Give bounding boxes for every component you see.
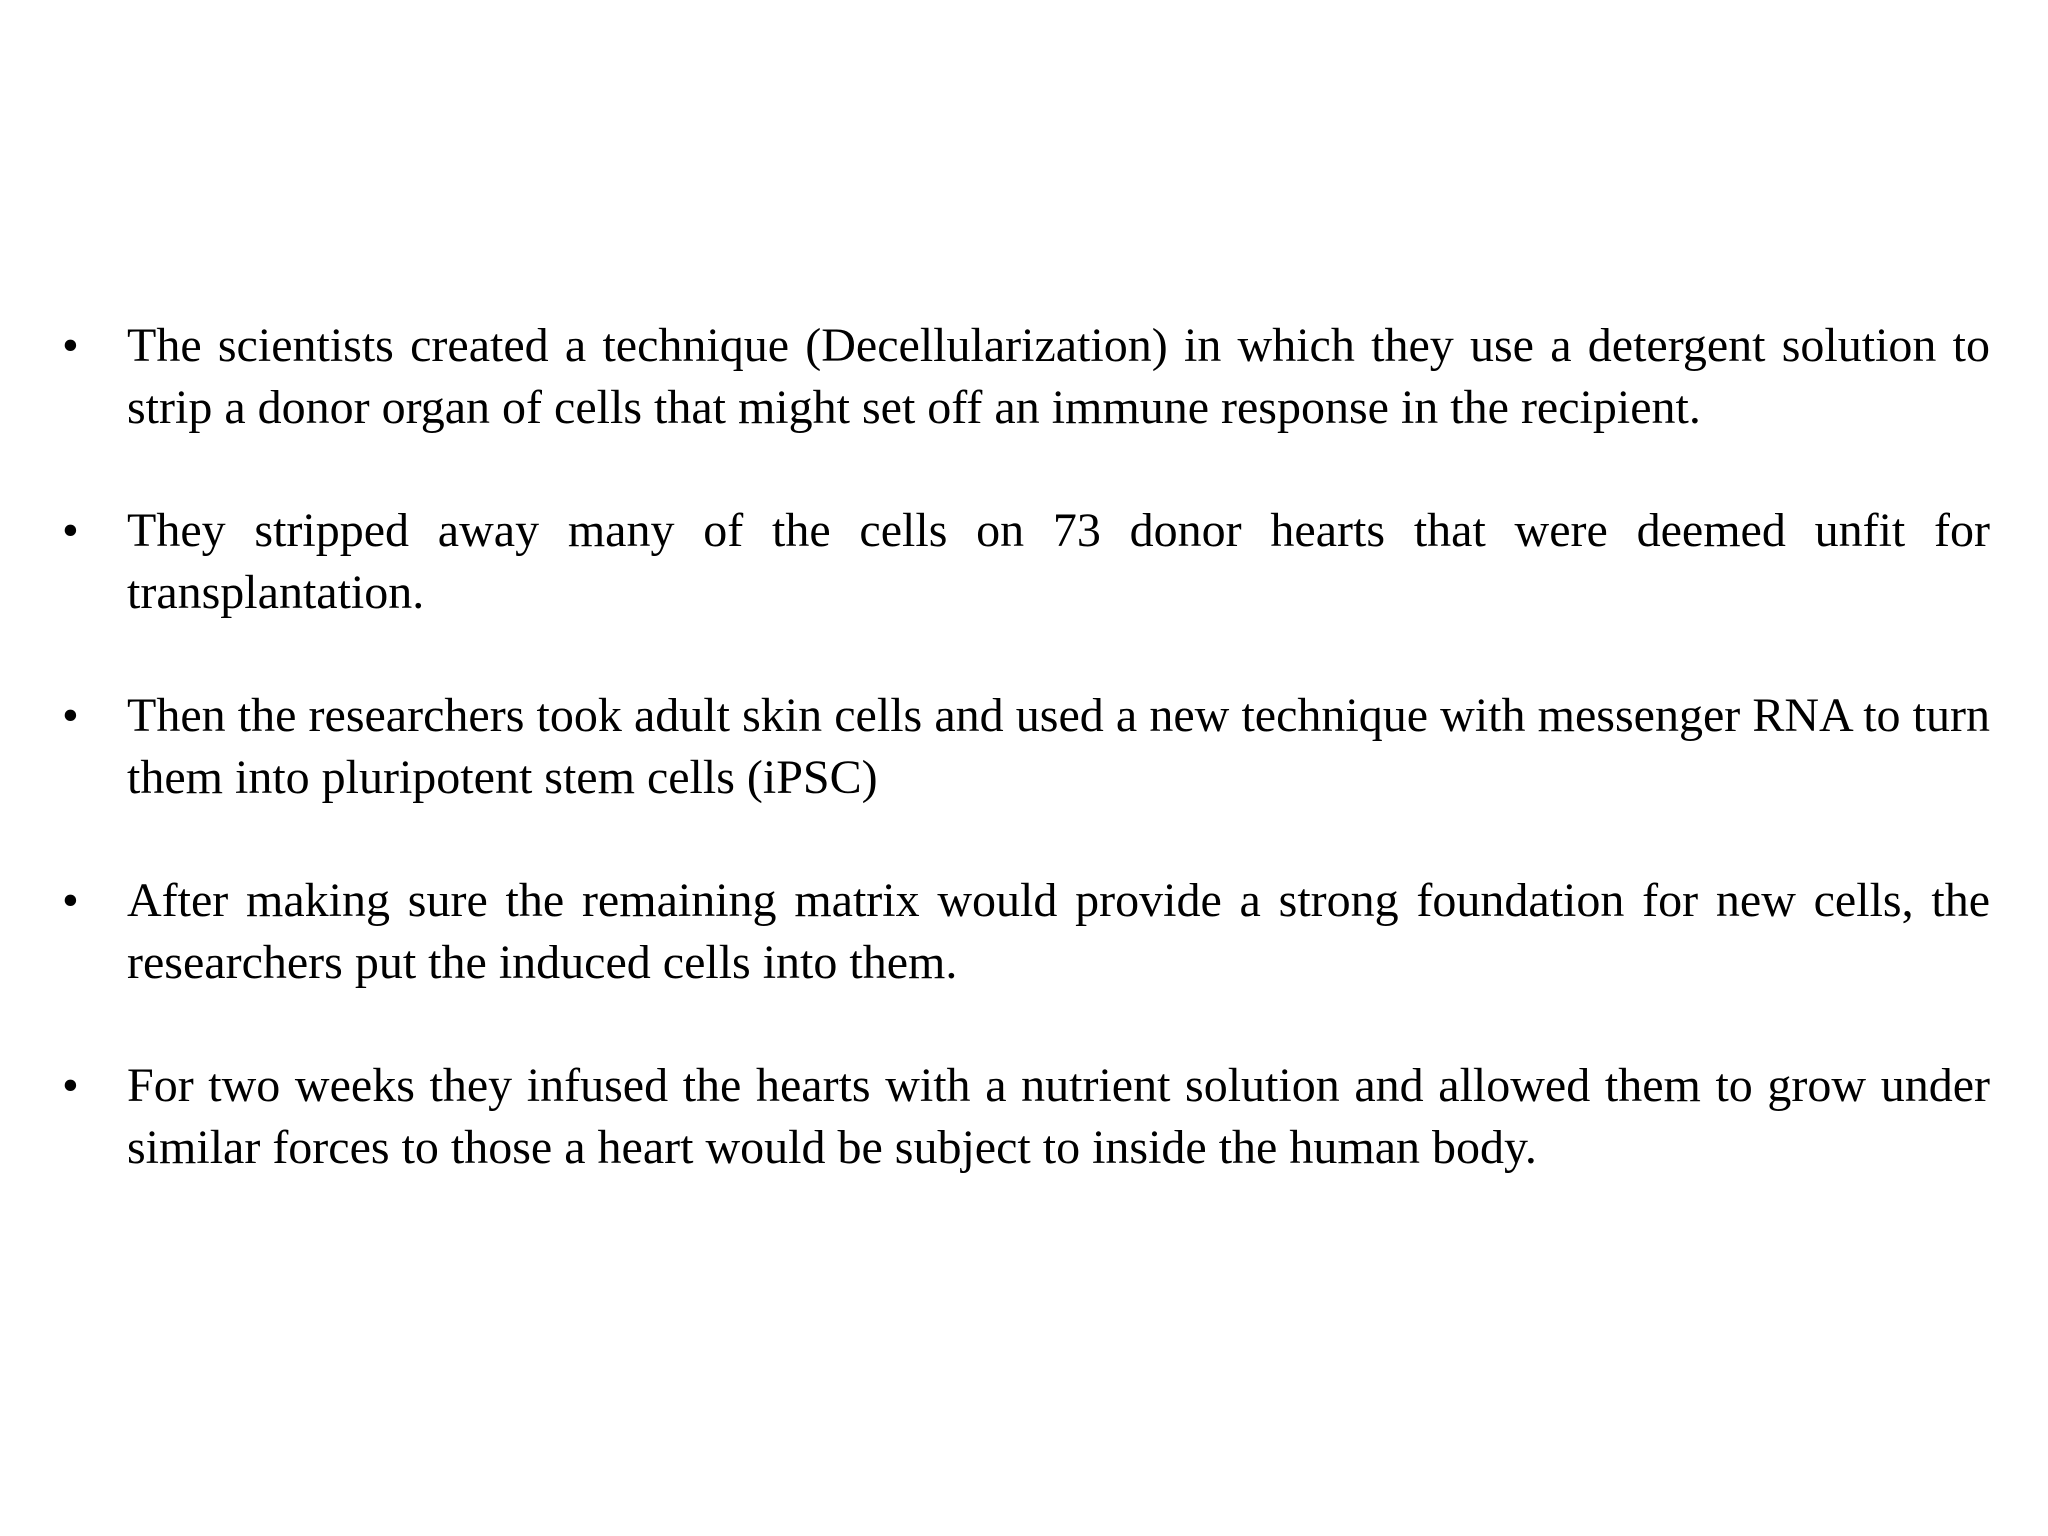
bullet-dot-icon: •	[62, 1059, 79, 1112]
bullet-list	[62, 315, 1990, 1240]
bullet-text: The scientists created a technique (Decellularization) in which they use a detergent solution to strip a donor organ of cells that might set off an immune response in the recipient.	[127, 319, 1990, 434]
bullet-dot-icon: •	[62, 504, 79, 557]
bullet-text: Then the researchers took adult skin cells and used a new technique with messenger RNA to turn them into pluripotent stem cells (iPSC)	[127, 689, 1990, 804]
bullet-text: After making sure the remaining matrix would provide a strong foundation for new cells, the researchers put the induced cells into them.	[127, 874, 1990, 989]
list-item	[62, 1055, 1990, 1179]
list-item	[62, 870, 1990, 994]
list-item	[62, 315, 1990, 439]
bullet-dot-icon: •	[62, 874, 79, 927]
bullet-dot-icon: •	[62, 689, 79, 742]
list-item	[62, 685, 1990, 809]
bullet-dot-icon: •	[62, 319, 79, 372]
bullet-text: For two weeks they infused the hearts with a nutrient solution and allowed them to grow under similar forces to those a heart would be subject to inside the human body.	[127, 1059, 1990, 1174]
bullet-text: They stripped away many of the cells on 73 donor hearts that were deemed unfit for transplantation.	[127, 504, 1990, 619]
list-item	[62, 500, 1990, 624]
